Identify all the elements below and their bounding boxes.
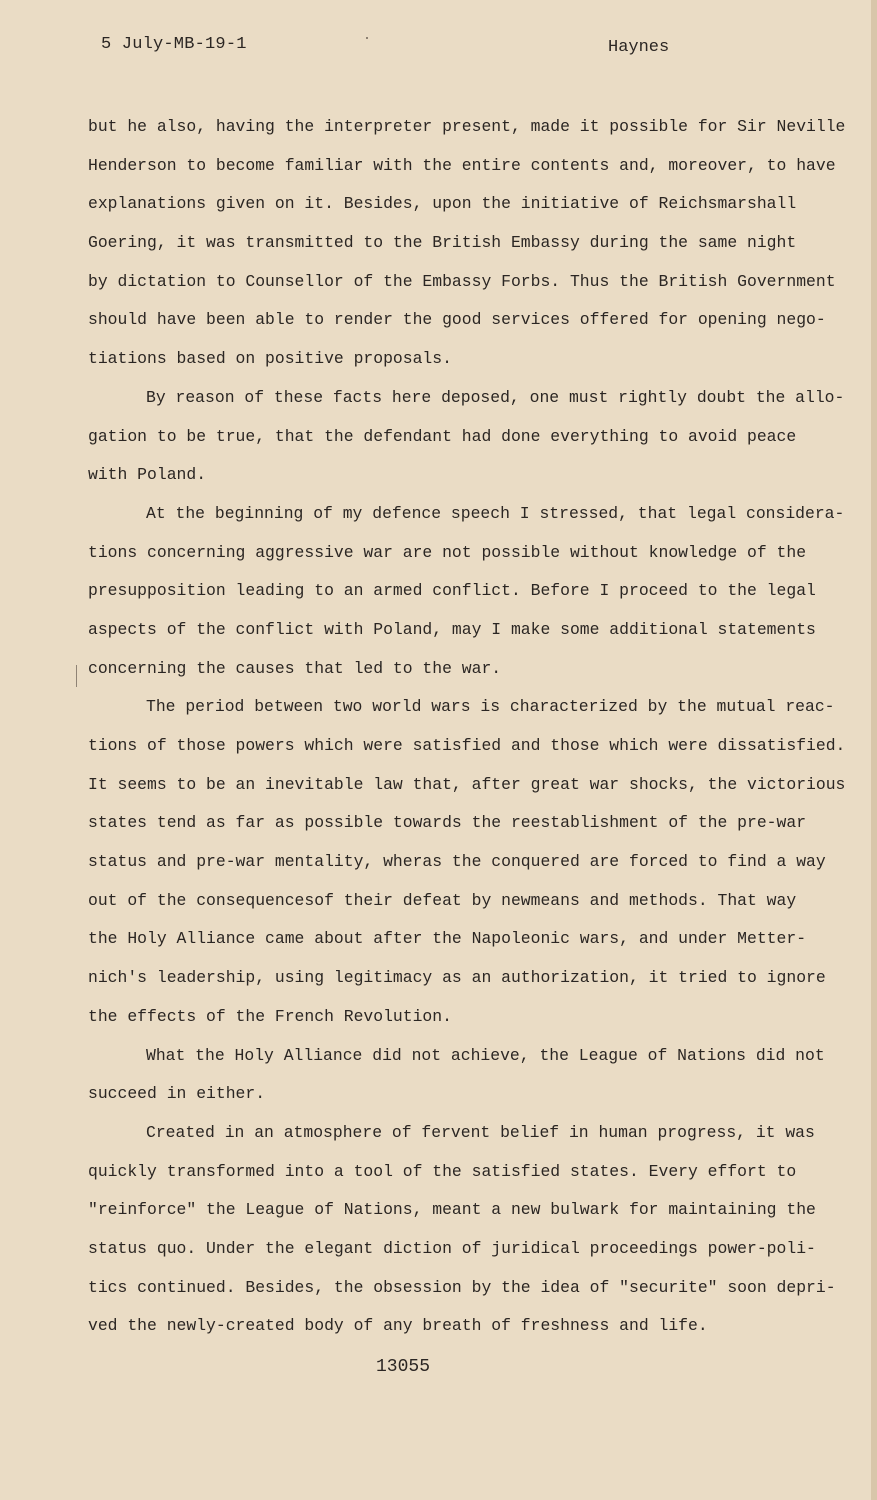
text-line: the effects of the French Revolution.	[88, 1006, 452, 1026]
text-line: gation to be true, that the defendant had done everything to avoid peace	[88, 426, 797, 446]
text-line: explanations given on it. Besides, upon the initiative of Reichsmarshall	[88, 194, 797, 214]
paragraph	[88, 688, 846, 1036]
text-line: "reinforce" the League of Nations, meant a new bulwark for maintaining the	[88, 1200, 816, 1220]
text-line: out of the consequencesof their defeat by newmeans and methods. That way	[88, 890, 797, 910]
text-line: by dictation to Counsellor of the Embassy Forbs. Thus the British Government	[88, 271, 836, 291]
text-line: states tend as far as possible towards the reestablishment of the pre-war	[88, 813, 807, 833]
text-line: It seems to be an inevitable law that, after great war shocks, the victorious	[88, 774, 846, 794]
text-line: tics continued. Besides, the obsession by the idea of "securite" soon depri-	[88, 1277, 836, 1297]
text-line: nich's leadership, using legitimacy as an authorization, it tried to ignore	[88, 968, 826, 988]
text-line: Henderson to become familiar with the entire contents and, moreover, to have	[88, 155, 836, 175]
text-line: tions concerning aggressive war are not possible without knowledge of the	[88, 542, 807, 562]
text-line: Goering, it was transmitted to the British Embassy during the same night	[88, 233, 797, 253]
paragraph	[88, 495, 845, 688]
text-line: tions of those powers which were satisfied and those which were dissatisfied.	[88, 736, 846, 755]
text-line: status and pre-war mentality, wheras the conquered are forced to find a way	[88, 852, 826, 872]
text-line: The period between two world wars is characterized by the mutual reac-	[146, 697, 835, 717]
text-line: concerning the causes that led to the war.	[88, 658, 502, 678]
text-line: succeed in either.	[88, 1084, 266, 1104]
text-line: By reason of these facts here deposed, one must rightly doubt the allo-	[146, 387, 845, 407]
text-line: tiations based on positive proposals.	[88, 349, 452, 369]
text-line: Created in an atmosphere of fervent belief in human progress, it was	[146, 1122, 815, 1142]
text-line: What the Holy Alliance did not achieve, the League of Nations did not	[146, 1045, 825, 1065]
text-line: with Poland.	[88, 465, 207, 485]
paragraph	[88, 1114, 836, 1346]
page-number: 13055	[376, 1357, 431, 1377]
text-line: ved the newly-created body of any breath of freshness and life.	[88, 1316, 708, 1336]
speaker-name: Haynes	[608, 38, 670, 57]
text-line: but he also, having the interpreter present, made it possible for Sir Neville	[88, 117, 846, 136]
text-line: aspects of the conflict with Poland, may I make some additional statements	[88, 619, 816, 639]
text-line: the Holy Alliance came about after the Napoleonic wars, and under Metter-	[88, 929, 807, 949]
paragraph	[88, 1037, 836, 1114]
text-line: At the beginning of my defence speech I stressed, that legal considera-	[146, 503, 845, 523]
text-line: should have been able to render the good services offered for opening nego-	[88, 310, 826, 330]
text-line: presupposition leading to an armed conflict. Before I proceed to the legal	[88, 581, 816, 601]
paragraph	[88, 108, 846, 379]
margin-mark	[76, 665, 77, 687]
document-body	[88, 108, 846, 1346]
text-line: quickly transformed into a tool of the satisfied states. Every effort to	[88, 1161, 797, 1181]
text-line: status quo. Under the elegant diction of juridical proceedings power-poli-	[88, 1238, 816, 1258]
document-reference: 5 July-MB-19-1	[101, 35, 247, 54]
paper-speck	[366, 37, 368, 39]
paragraph	[88, 379, 845, 495]
